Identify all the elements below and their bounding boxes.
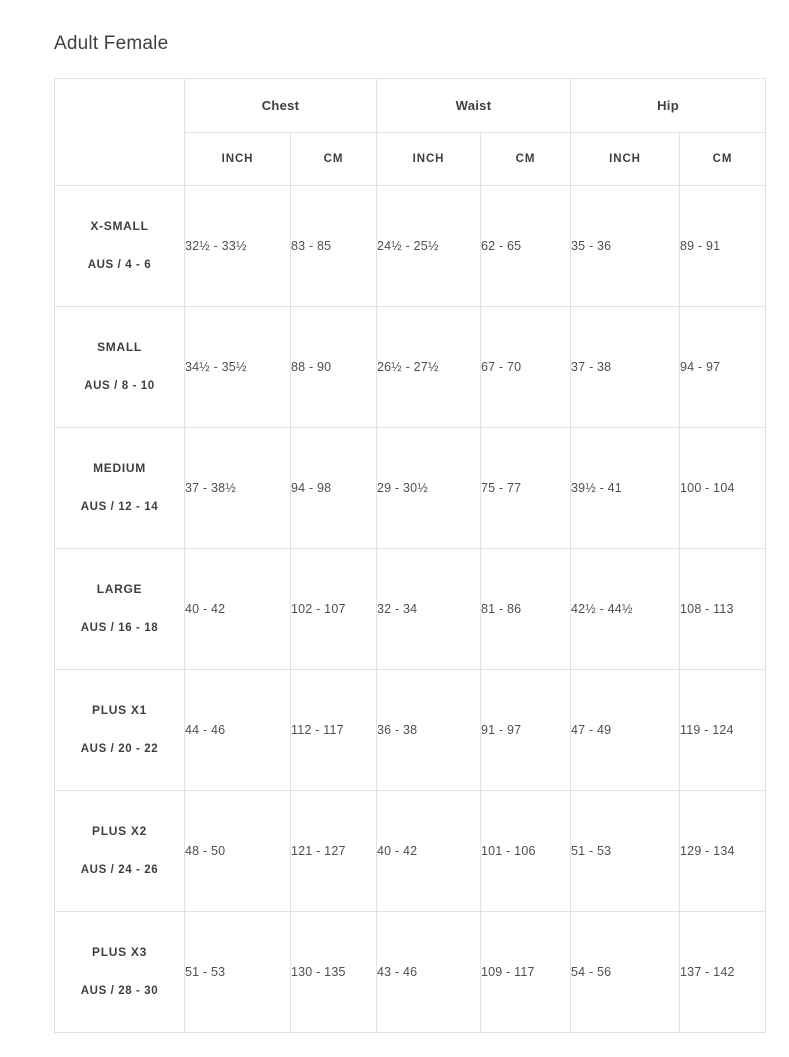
cell-chest-cm: 112 - 117 (291, 670, 377, 791)
cell-waist-inch: 29 - 30½ (377, 428, 481, 549)
cell-hip-inch: 54 - 56 (571, 912, 680, 1033)
cell-waist-inch: 24½ - 25½ (377, 186, 481, 307)
cell-hip-inch: 37 - 38 (571, 307, 680, 428)
size-name: SMALL (97, 340, 142, 355)
cell-hip-inch: 39½ - 41 (571, 428, 680, 549)
aus-size: AUS / 16 - 18 (80, 622, 159, 635)
row-label-xsmall (55, 186, 185, 307)
cell-waist-inch: 32 - 34 (377, 549, 481, 670)
unit-header-chest-cm: CM (291, 133, 377, 186)
cell-waist-cm: 101 - 106 (481, 791, 571, 912)
table-row (55, 428, 766, 549)
aus-size: AUS / 12 - 14 (80, 501, 159, 514)
cell-hip-inch: 47 - 49 (571, 670, 680, 791)
row-label-plus-x1 (55, 670, 185, 791)
cell-waist-cm: 62 - 65 (481, 186, 571, 307)
cell-waist-cm: 75 - 77 (481, 428, 571, 549)
cell-hip-inch: 42½ - 44½ (571, 549, 680, 670)
row-label-small (55, 307, 185, 428)
row-label-medium (55, 428, 185, 549)
size-name: PLUS X3 (92, 945, 147, 960)
table-row (55, 549, 766, 670)
cell-hip-cm: 89 - 91 (680, 186, 766, 307)
cell-hip-cm: 129 - 134 (680, 791, 766, 912)
size-name: X-SMALL (90, 219, 149, 234)
table-row (55, 791, 766, 912)
corner-blank-header (55, 79, 185, 186)
table-row (55, 670, 766, 791)
cell-hip-cm: 94 - 97 (680, 307, 766, 428)
cell-waist-inch: 36 - 38 (377, 670, 481, 791)
table-row (55, 307, 766, 428)
table-row (55, 912, 766, 1033)
size-name: MEDIUM (93, 461, 146, 476)
cell-waist-cm: 67 - 70 (481, 307, 571, 428)
group-header-chest: Chest (185, 79, 377, 133)
aus-size: AUS / 20 - 22 (80, 743, 159, 756)
aus-size: AUS / 24 - 26 (80, 864, 159, 877)
unit-header-hip-inch: INCH (571, 133, 680, 186)
unit-header-waist-cm: CM (481, 133, 571, 186)
cell-hip-cm: 100 - 104 (680, 428, 766, 549)
aus-size: AUS / 28 - 30 (80, 985, 159, 998)
cell-waist-cm: 109 - 117 (481, 912, 571, 1033)
cell-chest-cm: 121 - 127 (291, 791, 377, 912)
size-name: PLUS X2 (92, 824, 147, 839)
group-header-hip: Hip (571, 79, 766, 133)
cell-chest-inch: 44 - 46 (185, 670, 291, 791)
cell-waist-cm: 81 - 86 (481, 549, 571, 670)
size-chart-table (54, 78, 766, 1033)
cell-chest-cm: 130 - 135 (291, 912, 377, 1033)
size-name: LARGE (96, 582, 143, 597)
size-chart-table-wrapper (54, 78, 765, 1033)
unit-header-chest-inch: INCH (185, 133, 291, 186)
cell-waist-inch: 26½ - 27½ (377, 307, 481, 428)
cell-hip-cm: 119 - 124 (680, 670, 766, 791)
cell-chest-inch: 37 - 38½ (185, 428, 291, 549)
table-row (55, 186, 766, 307)
cell-chest-inch: 40 - 42 (185, 549, 291, 670)
cell-waist-inch: 40 - 42 (377, 791, 481, 912)
cell-chest-cm: 102 - 107 (291, 549, 377, 670)
aus-size: AUS / 4 - 6 (87, 259, 152, 272)
cell-chest-inch: 34½ - 35½ (185, 307, 291, 428)
cell-chest-cm: 88 - 90 (291, 307, 377, 428)
cell-waist-cm: 91 - 97 (481, 670, 571, 791)
row-label-large (55, 549, 185, 670)
cell-chest-cm: 83 - 85 (291, 186, 377, 307)
cell-chest-cm: 94 - 98 (291, 428, 377, 549)
unit-header-hip-cm: CM (680, 133, 766, 186)
cell-hip-cm: 137 - 142 (680, 912, 766, 1033)
unit-header-waist-inch: INCH (377, 133, 481, 186)
cell-hip-inch: 35 - 36 (571, 186, 680, 307)
group-header-waist: Waist (377, 79, 571, 133)
cell-hip-inch: 51 - 53 (571, 791, 680, 912)
row-label-plus-x3 (55, 912, 185, 1033)
table-body (55, 186, 766, 1033)
row-label-plus-x2 (55, 791, 185, 912)
table-head (55, 79, 766, 186)
cell-hip-cm: 108 - 113 (680, 549, 766, 670)
size-name: PLUS X1 (92, 703, 147, 718)
page-title: Adult Female (54, 33, 169, 54)
cell-chest-inch: 48 - 50 (185, 791, 291, 912)
cell-chest-inch: 32½ - 33½ (185, 186, 291, 307)
cell-waist-inch: 43 - 46 (377, 912, 481, 1033)
group-header-row (55, 79, 766, 133)
aus-size: AUS / 8 - 10 (84, 380, 155, 393)
cell-chest-inch: 51 - 53 (185, 912, 291, 1033)
